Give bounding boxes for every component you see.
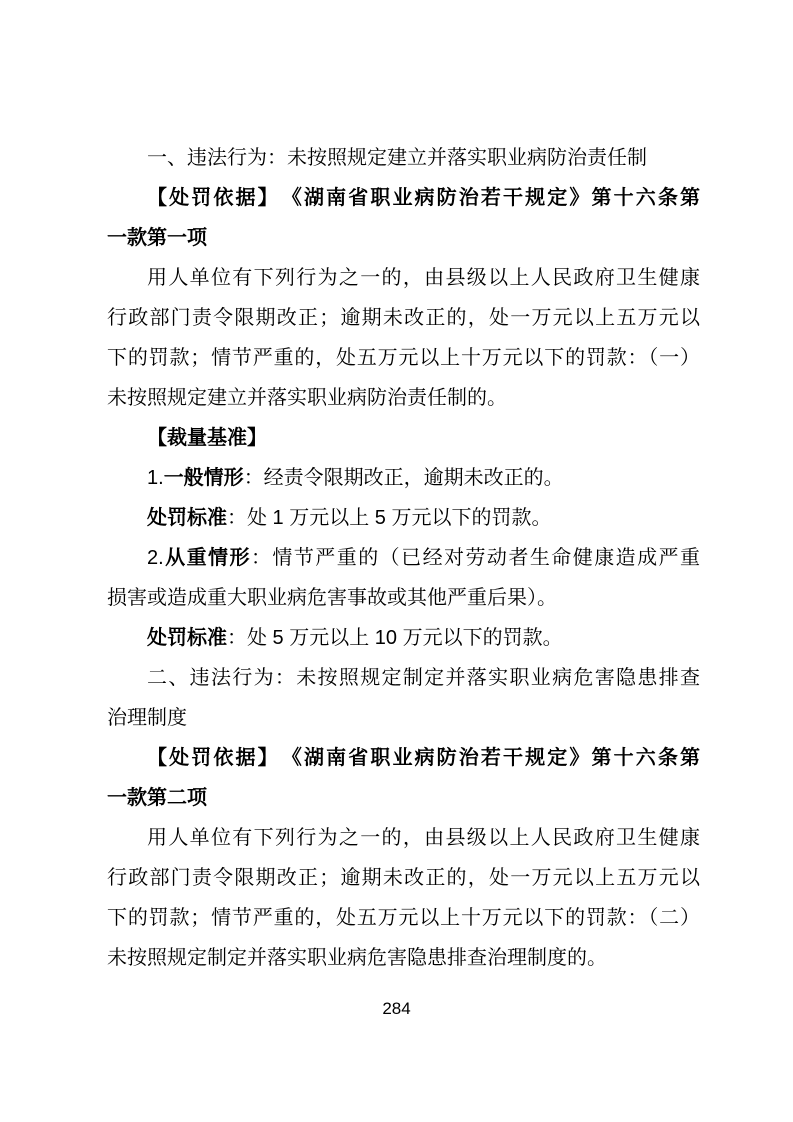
bold-text-run: 【裁量基准】 (147, 427, 267, 449)
text-run: 1. (147, 467, 164, 489)
text-line (107, 938, 700, 978)
text-run: 未按照规定建立并落实职业病防治责任制的。 (107, 387, 507, 409)
text-line (107, 178, 700, 218)
text-line (107, 298, 700, 338)
text-run: 行政部门责令限期改正；逾期未改正的，处一万元以上五万元以 (107, 307, 700, 329)
text-run: 未按照规定制定并落实职业病危害隐患排查治理制度的。 (107, 947, 607, 969)
paragraph (107, 498, 700, 538)
text-run: 损害或造成重大职业病危害事故或其他严重后果）。 (107, 587, 557, 609)
text-line (107, 138, 700, 178)
text-line (107, 698, 700, 738)
bold-text-run: 【处罚依据】 《湖南省职业病防治若干规定》第十六条第 (147, 747, 700, 769)
text-line (107, 578, 700, 618)
text-run: 用人单位有下列行为之一的，由县级以上人民政府卫生健康 (147, 267, 700, 289)
text-run: ：处 1 万元以上 5 万元以下的罚款。 (227, 507, 552, 529)
bold-text-run: 一款第二项 (107, 787, 207, 809)
text-line (107, 538, 700, 578)
text-line (107, 858, 700, 898)
paragraph (107, 538, 700, 618)
text-line (107, 778, 700, 818)
bold-text-run: 处罚标准 (147, 627, 227, 649)
text-line (107, 498, 700, 538)
bold-text-run: 【处罚依据】 《湖南省职业病防治若干规定》第十六条第 (147, 187, 700, 209)
text-run: 2. (147, 547, 164, 569)
text-run: 下的罚款；情节严重的，处五万元以上十万元以下的罚款：（一） (107, 347, 700, 369)
text-line (107, 618, 700, 658)
paragraph (107, 738, 700, 818)
text-run: ：情节严重的（已经对劳动者生命健康造成严重 (250, 547, 701, 569)
text-run: ：经责令限期改正，逾期未改正的。 (243, 467, 564, 489)
paragraph (107, 618, 700, 658)
document-body (107, 138, 700, 978)
text-line (107, 658, 700, 698)
page-number: 284 (382, 999, 411, 1018)
paragraph (107, 658, 700, 738)
text-run: 一、违法行为：未按照规定建立并落实职业病防治责任制 (147, 147, 647, 169)
text-line (107, 458, 700, 498)
text-line (107, 418, 700, 458)
text-run: 二、违法行为：未按照规定制定并落实职业病危害隐患排查 (147, 667, 700, 689)
paragraph (107, 818, 700, 978)
paragraph (107, 258, 700, 418)
text-run: 下的罚款；情节严重的，处五万元以上十万元以下的罚款：（二） (107, 907, 700, 929)
paragraph (107, 178, 700, 258)
bold-text-run: 一款第一项 (107, 227, 207, 249)
text-line (107, 338, 700, 378)
text-line (107, 218, 700, 258)
text-line (107, 258, 700, 298)
bold-text-run: 从重情形 (163, 547, 251, 569)
paragraph (107, 418, 700, 458)
text-line (107, 378, 700, 418)
text-line (107, 818, 700, 858)
bold-text-run: 处罚标准 (147, 507, 227, 529)
text-line (107, 738, 700, 778)
text-run: 行政部门责令限期改正；逾期未改正的，处一万元以上五万元以 (107, 867, 700, 889)
paragraph (107, 138, 700, 178)
text-run: 治理制度 (107, 707, 187, 729)
text-run: 用人单位有下列行为之一的，由县级以上人民政府卫生健康 (147, 827, 700, 849)
paragraph (107, 458, 700, 498)
text-line (107, 898, 700, 938)
bold-text-run: 一般情形 (163, 467, 244, 489)
text-run: ：处 5 万元以上 10 万元以下的罚款。 (227, 627, 563, 649)
